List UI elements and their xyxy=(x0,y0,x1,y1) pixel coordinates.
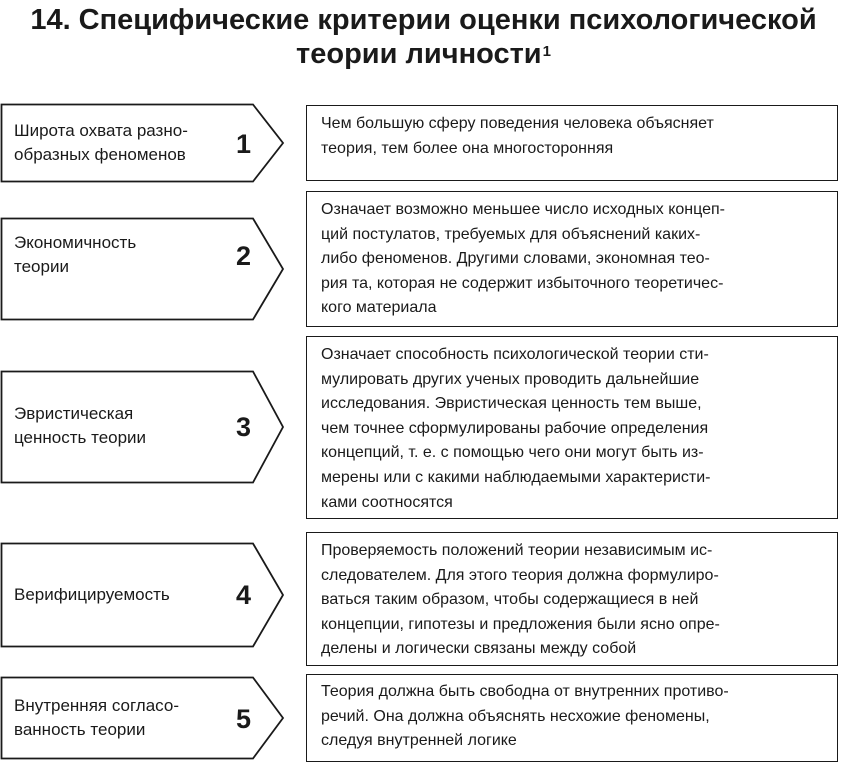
criterion-number-1: 1 xyxy=(236,129,252,159)
criterion-row-2 xyxy=(0,191,847,329)
criterion-label-1 xyxy=(14,119,234,167)
criterion-description-2-line-4: рия та, которая не содержит избыточного теоретичес- xyxy=(321,274,724,292)
criterion-label-2-line-2: теории xyxy=(14,257,69,276)
criterion-description-4-line-3: ваться таким образом, чтобы содержащиеся в ней xyxy=(321,591,699,609)
criterion-description-4 xyxy=(306,532,838,666)
criterion-label-5 xyxy=(14,694,234,742)
criterion-label-2-line-1: Экономичность xyxy=(14,233,137,252)
criterion-description-4-line-1: Проверяемость положений теории независимым ис- xyxy=(321,542,713,559)
title-line-1: 14. Специфические критерии оценки психологической xyxy=(30,4,817,36)
criterion-description-5-line-1: Теория должна быть свободна от внутренних противо- xyxy=(321,683,729,700)
criterion-description-3-line-4: чем точнее сформулированы рабочие определения xyxy=(321,419,709,437)
criterion-label-3-line-2: ценность теории xyxy=(14,428,147,447)
criterion-description-2-line-1: Означает возможно меньшее число исходных концеп- xyxy=(321,201,726,218)
criterion-row-1 xyxy=(0,103,847,183)
criterion-description-2-line-3: либо феноменов. Другими словами, экономная тео- xyxy=(321,250,710,268)
criterion-label-4-line-1: Верифицируемость xyxy=(14,585,170,604)
criterion-number-2: 2 xyxy=(236,241,252,271)
criterion-description-2-line-5: кого материала xyxy=(321,299,437,317)
criterion-label-5-line-1: Внутренняя согласо- xyxy=(14,696,179,715)
criterion-label-2 xyxy=(14,231,234,279)
criterion-description-4-line-5: делены и логически связаны между собой xyxy=(321,640,637,658)
criterion-label-3 xyxy=(14,402,234,450)
criterion-description-3-line-5: концепций, т. е. с помощью чего они могут быть из- xyxy=(321,444,704,462)
criterion-label-5-line-2: ванность теории xyxy=(14,720,146,739)
criterion-number-3: 3 xyxy=(236,412,252,442)
criterion-row-3 xyxy=(0,336,847,520)
criterion-row-5 xyxy=(0,674,847,764)
criterion-description-3-line-1: Означает способность психологической теории сти- xyxy=(321,346,709,363)
criterion-description-1-line-1: Чем большую сферу поведения человека объясняет xyxy=(321,115,714,132)
criterion-description-3-line-2: мулировать других ученых проводить дальнейшие xyxy=(321,370,700,388)
criterion-description-4-line-2: следователем. Для этого теория должна формулиро- xyxy=(321,566,719,584)
criterion-number-4: 4 xyxy=(236,580,252,610)
criterion-description-4-line-4: концепции, гипотезы и предложения были ясно опре- xyxy=(321,615,720,633)
criterion-row-4 xyxy=(0,532,847,668)
title-line-2 xyxy=(0,36,847,72)
criterion-description-3 xyxy=(306,336,838,519)
criterion-number-5: 5 xyxy=(236,704,252,734)
title-line-2-text: теории личности xyxy=(296,38,542,70)
criterion-description-5 xyxy=(306,674,838,762)
criterion-description-3-line-3: исследования. Эвристическая ценность тем выше, xyxy=(321,395,702,413)
criterion-description-5-line-2: речий. Она должна объяснять несхожие феномены, xyxy=(321,707,710,725)
criterion-description-1 xyxy=(306,105,838,181)
criterion-description-5-line-3: следуя внутренней логике xyxy=(321,732,517,750)
criterion-description-1-line-2: теория, тем более она многосторонняя xyxy=(321,139,614,157)
criterion-label-1-line-1: Широта охвата разно- xyxy=(14,121,188,140)
criterion-description-3-line-7: ками соотносятся xyxy=(321,493,453,511)
criterion-description-2 xyxy=(306,191,838,327)
criterion-label-3-line-1: Эвристическая xyxy=(14,404,134,423)
title-footnote-mark: 1 xyxy=(542,43,551,60)
criterion-description-2-line-2: ций постулатов, требуемых для объяснений каких- xyxy=(321,225,701,243)
criterion-description-3-line-6: мерены или с какими наблюдаемыми характеристи- xyxy=(321,468,711,486)
criterion-label-4 xyxy=(14,583,234,607)
criterion-label-1-line-2: образных феноменов xyxy=(14,145,186,164)
